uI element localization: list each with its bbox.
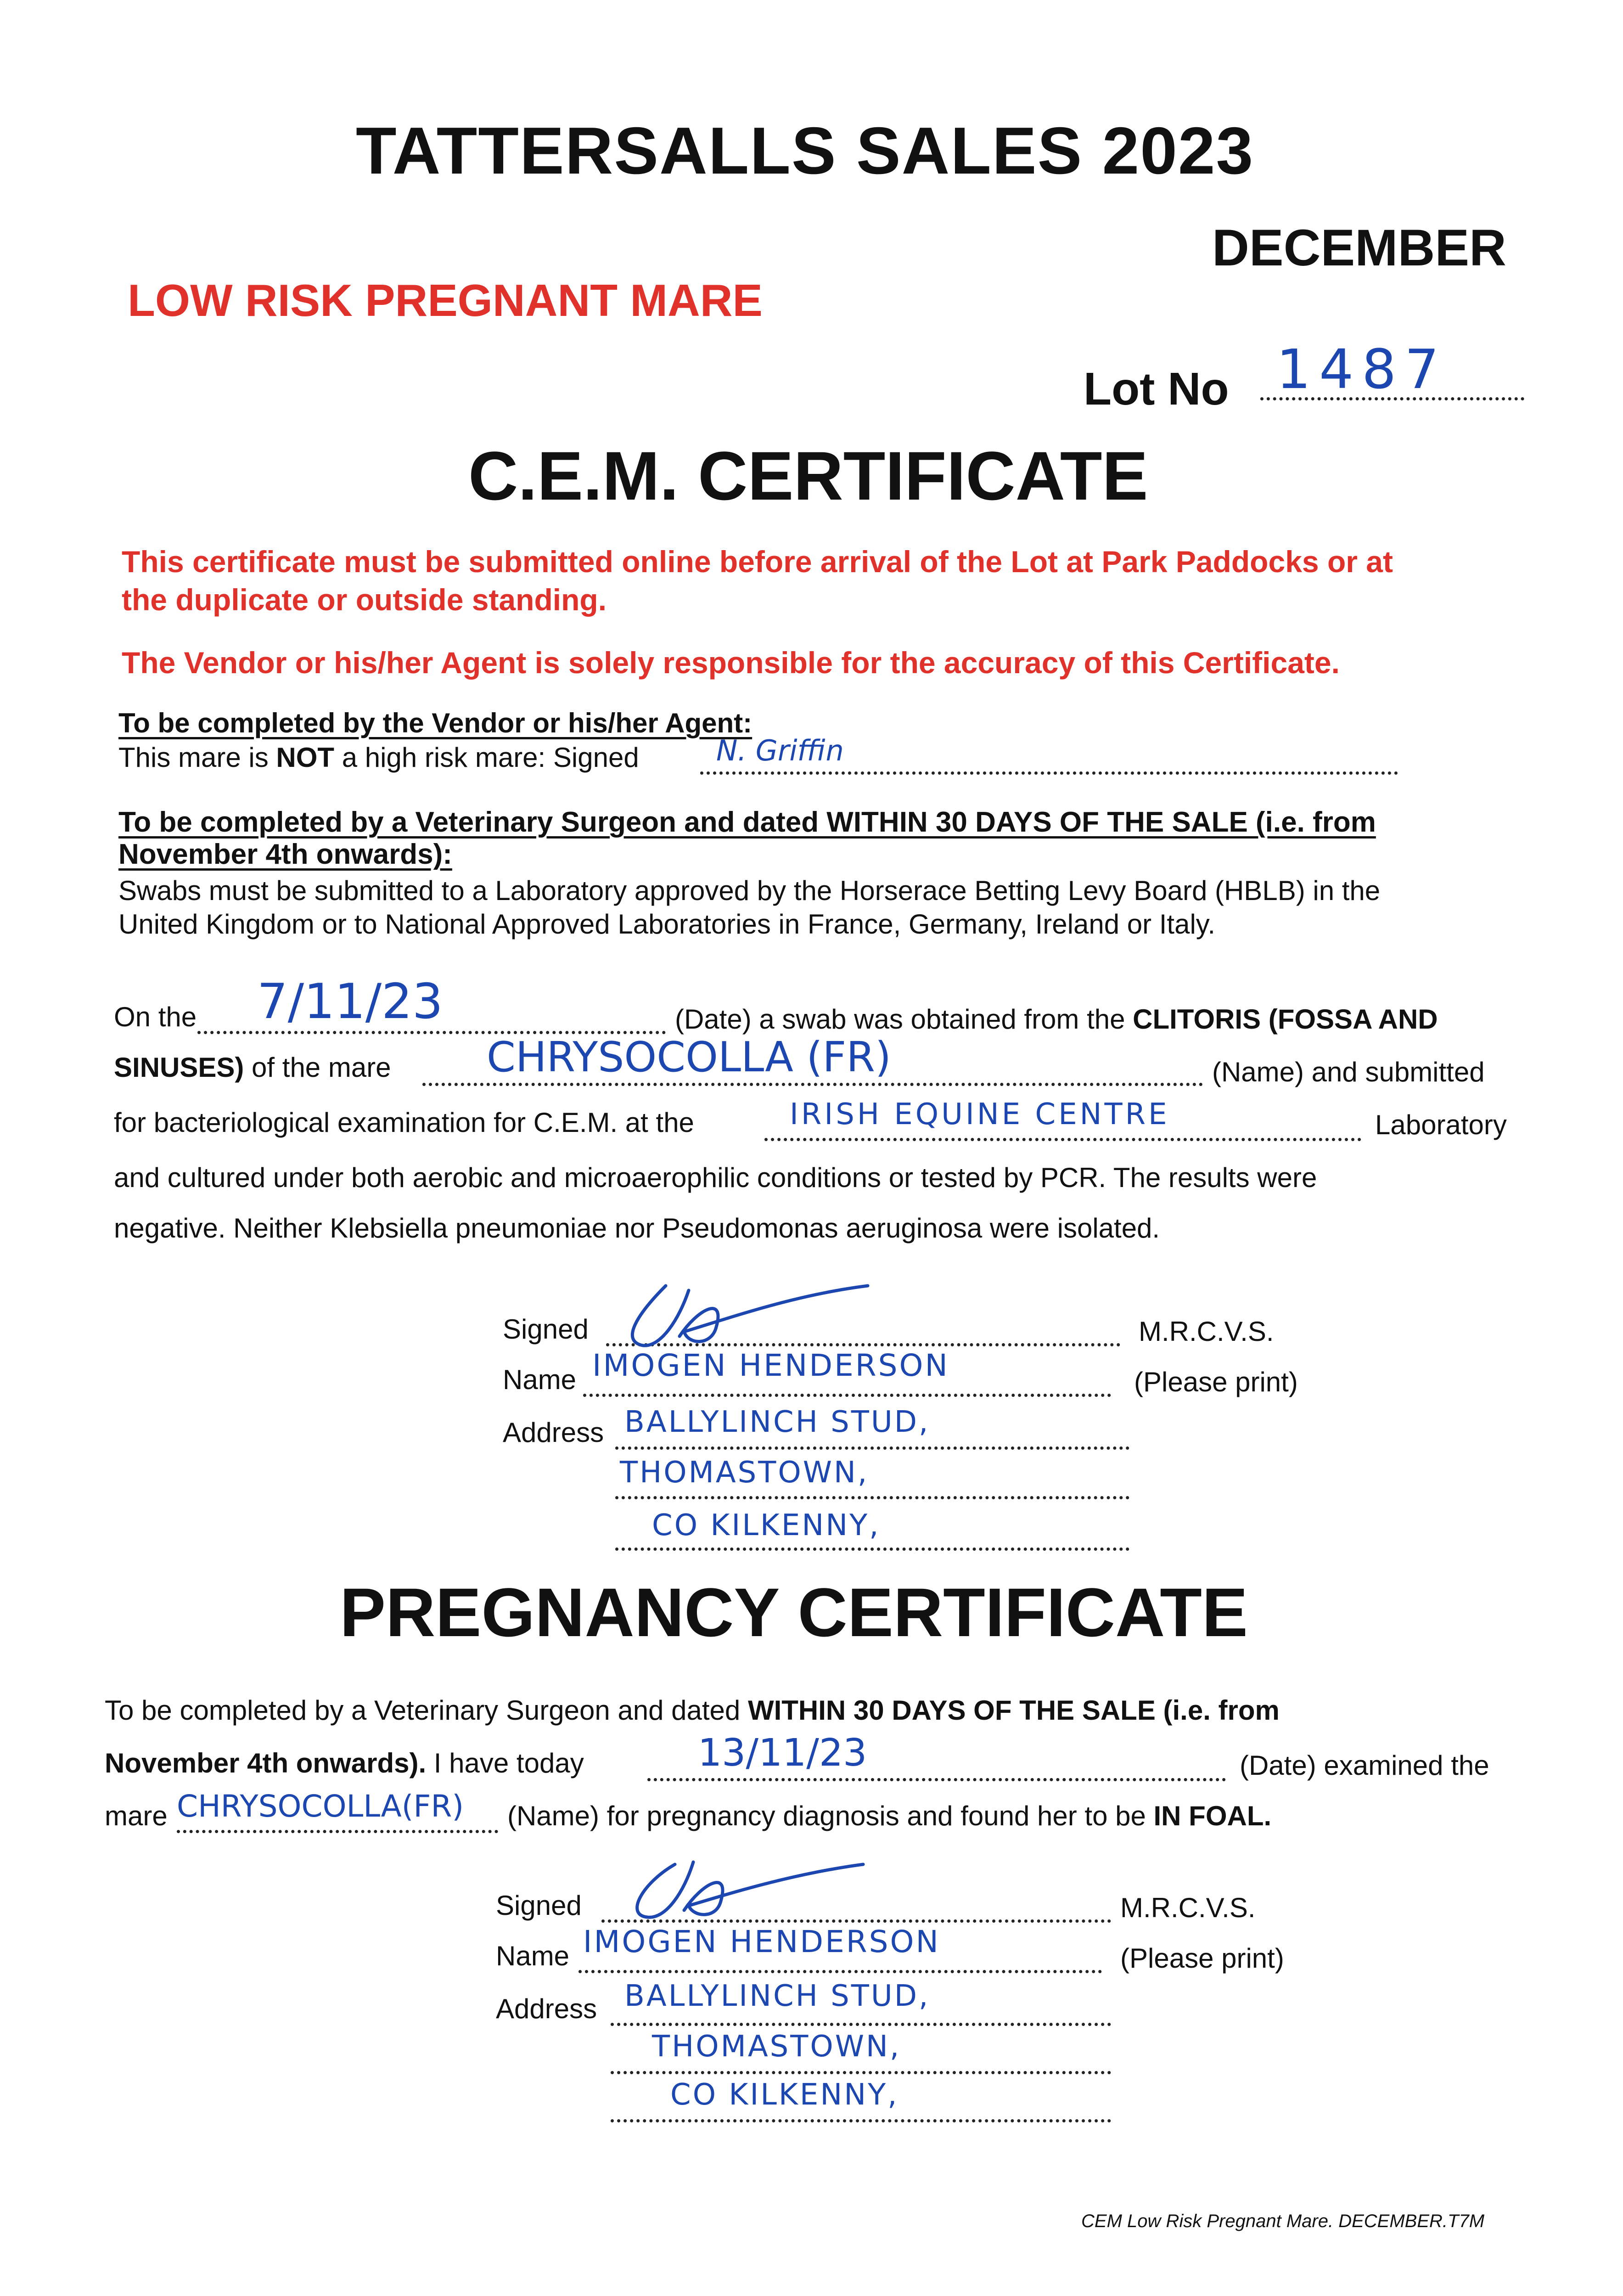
pregnancy-line-3-plain: (Name) for pregnancy diagnosis and found her to be <box>507 1801 1154 1831</box>
cem-mrcvs: M.R.C.V.S. <box>1139 1316 1274 1347</box>
preg-address-line-2 <box>611 2071 1111 2074</box>
pregnancy-line-1-plain: To be completed by a Veterinary Surgeon and dated <box>105 1695 748 1726</box>
lab-name-line <box>764 1138 1361 1141</box>
pregnancy-heading: PREGNANCY CERTIFICATE <box>340 1574 1248 1651</box>
on-the-label: On the <box>114 1002 197 1032</box>
submission-notice-line-2: the duplicate or outside standing. <box>122 583 607 617</box>
vendor-signature-line <box>700 771 1398 775</box>
cem-address-line-1 <box>615 1446 1129 1450</box>
name-and-submitted: (Name) and submitted <box>1212 1057 1485 1087</box>
cem-address-label: Address <box>503 1417 604 1448</box>
cem-address-2: THOMASTOWN, <box>620 1456 869 1490</box>
negative-text: negative. Neither Klebsiella pneumoniae nor Pseudomonas aeruginosa were isolated. <box>114 1213 1160 1244</box>
pregnancy-line-3 <box>507 1800 1271 1832</box>
swab-date-text-plain: (Date) a swab was obtained from the <box>675 1004 1133 1035</box>
cem-please-print: (Please print) <box>1134 1367 1298 1397</box>
cem-address-1: BALLYLINCH STUD, <box>624 1405 930 1439</box>
preg-address-1: BALLYLINCH STUD, <box>624 1979 930 2013</box>
pregnancy-line-2-plain: I have today <box>426 1748 584 1778</box>
preg-address-line-3 <box>611 2119 1111 2122</box>
vendor-declaration <box>118 742 639 773</box>
pregnancy-line-2-bold: November 4th onwards). <box>105 1748 427 1778</box>
in-foal-result: IN FOAL. <box>1153 1801 1272 1831</box>
preg-address-2: THOMASTOWN, <box>652 2030 901 2064</box>
preg-vet-signature <box>606 1841 882 1933</box>
cem-heading: C.E.M. CERTIFICATE <box>468 437 1148 514</box>
exam-date-line <box>647 1778 1226 1781</box>
cem-address-3: CO KILKENNY, <box>652 1508 881 1542</box>
swabs-text-line-2: United Kingdom or to National Approved Laboratories in France, Germany, Ireland or Italy. <box>118 909 1216 940</box>
cem-vet-name: IMOGEN HENDERSON <box>592 1348 949 1383</box>
pregnancy-mare-name: CHRYSOCOLLA(FR) <box>177 1789 464 1824</box>
mare-line-label <box>114 1052 391 1083</box>
cem-name-label: Name <box>503 1364 577 1395</box>
pregnancy-mare-label: mare <box>105 1801 168 1831</box>
vendor-declaration-not: NOT <box>276 742 335 773</box>
vendor-section-heading: To be completed by the Vendor or his/her Agent: <box>118 708 753 738</box>
mare-category: LOW RISK PREGNANT MARE <box>128 275 763 326</box>
submission-notice-line-1: This certificate must be submitted online before arrival of the Lot at Park Paddocks or at <box>122 545 1393 579</box>
cem-vet-signature <box>611 1267 886 1359</box>
of-the-mare: of the mare <box>244 1052 391 1083</box>
swab-site-bold: CLITORIS (FOSSA AND <box>1133 1004 1438 1035</box>
preg-mrcvs: M.R.C.V.S. <box>1120 1892 1256 1923</box>
preg-address-line-1 <box>611 2023 1111 2026</box>
exam-date-text: (Date) examined the <box>1240 1750 1489 1781</box>
mare-name-handwritten: CHRYSOCOLLA (FR) <box>487 1033 891 1081</box>
footer-reference: CEM Low Risk Pregnant Mare. DECEMBER.T7M <box>1081 2211 1485 2231</box>
pregnancy-line-1-bold: WITHIN 30 DAYS OF THE SALE (i.e. from <box>747 1695 1280 1726</box>
lab-name-handwritten: IRISH EQUINE CENTRE <box>790 1097 1170 1131</box>
cem-name-line <box>583 1394 1111 1397</box>
cem-address-line-2 <box>615 1496 1129 1499</box>
preg-please-print: (Please print) <box>1120 1943 1284 1974</box>
page-title: TATTERSALLS SALES 2023 <box>356 113 1254 188</box>
pregnancy-line-2 <box>105 1747 584 1779</box>
swabs-text-line-1: Swabs must be submitted to a Laboratory approved by the Horserace Betting Levy Board (HBLB) in the <box>118 875 1381 906</box>
preg-address-label: Address <box>496 1993 597 2024</box>
vet-section-heading-line-1: To be completed by a Veterinary Surgeon and dated WITHIN 30 DAYS OF THE SALE (i.e. from <box>118 806 1376 838</box>
cem-signed-label: Signed <box>503 1314 589 1345</box>
preg-signed-label: Signed <box>496 1890 582 1921</box>
cultured-text: and cultured under both aerobic and microaerophilic conditions or tested by PCR. The results were <box>114 1162 1317 1193</box>
sale-month: DECEMBER <box>1212 219 1506 276</box>
cem-address-line-3 <box>615 1548 1129 1551</box>
bacteriological-text: for bacteriological examination for C.E.M. at the <box>114 1107 694 1138</box>
preg-address-3: CO KILKENNY, <box>670 2078 899 2112</box>
sinuses-bold: SINUSES) <box>114 1052 244 1083</box>
vendor-signature: N. Griffin <box>716 734 844 767</box>
laboratory-label: Laboratory <box>1375 1109 1507 1140</box>
vet-section-heading-line-2: November 4th onwards): <box>118 838 452 870</box>
lot-number-handwritten: 1487 <box>1276 338 1448 401</box>
vendor-declaration-post: a high risk mare: Signed <box>334 742 639 773</box>
vendor-declaration-pre: This mare is <box>118 742 276 773</box>
preg-name-line <box>578 1970 1102 1973</box>
swab-date: 7/11/23 <box>257 974 443 1030</box>
exam-date: 13/11/23 <box>698 1731 867 1775</box>
lot-label: Lot No <box>1084 363 1229 415</box>
pregnancy-line-1 <box>105 1694 1280 1726</box>
mare-name-line <box>422 1083 1203 1086</box>
preg-name-label: Name <box>496 1941 570 1971</box>
swab-date-text <box>675 1003 1438 1035</box>
pregnancy-mare-line <box>177 1830 498 1833</box>
responsibility-notice: The Vendor or his/her Agent is solely responsible for the accuracy of this Certificate. <box>122 646 1340 680</box>
preg-vet-name: IMOGEN HENDERSON <box>583 1924 940 1959</box>
